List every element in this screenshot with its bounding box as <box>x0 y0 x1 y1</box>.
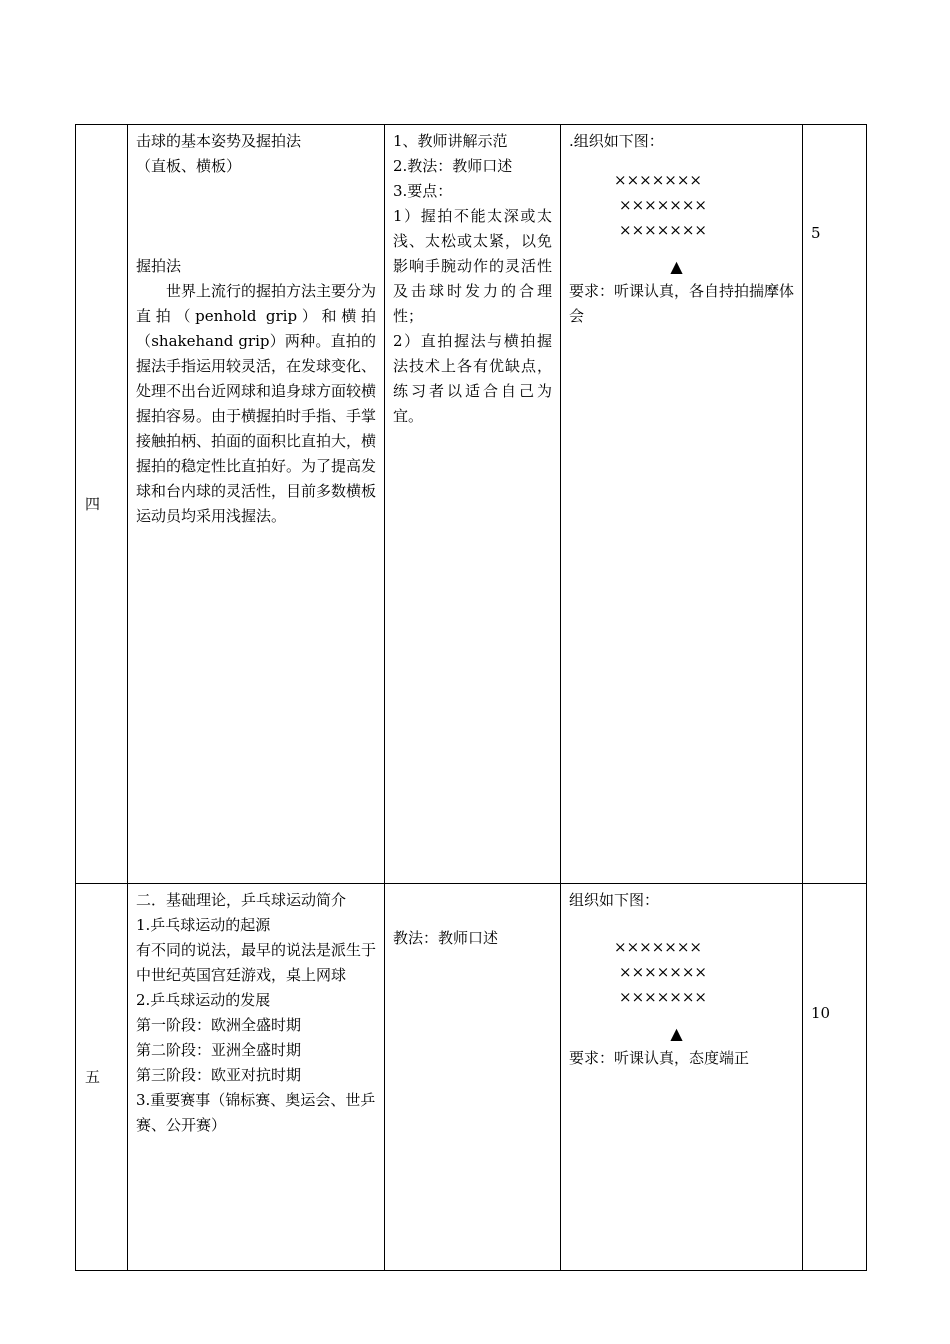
section-number: 四 <box>85 494 101 513</box>
content-line: 第二阶段：亚洲全盛时期 <box>136 1041 302 1059</box>
student-row: ××××××× <box>619 221 707 239</box>
content-line: 3.重要赛事（锦标赛、奥运会、世乒赛、公开赛） <box>136 1091 376 1134</box>
organization-requirement: 要求：听课认真，各自持拍揣摩体会 <box>569 282 795 325</box>
content-line: 有不同的说法，最早的说法是派生于中世纪英国宫廷游戏，桌上网球 <box>136 941 377 984</box>
section-number: 五 <box>85 1067 101 1086</box>
method-line-1: 教法：教师口述 <box>393 929 499 947</box>
content-line: 第三阶段：欧亚对抗时期 <box>136 1066 302 1084</box>
organization-heading: .组织如下图： <box>569 132 664 150</box>
organization-cell <box>561 125 803 884</box>
method-cell <box>385 884 561 1271</box>
minutes-cell <box>803 125 867 884</box>
table-row-5 <box>76 884 867 1271</box>
table-row-4 <box>76 125 867 884</box>
formation-diagram <box>569 913 794 1010</box>
content-cell <box>128 125 385 884</box>
minutes-value: 5 <box>811 224 821 242</box>
student-row: ××××××× <box>619 988 707 1006</box>
method-point-1: 1）握拍不能太深或太浅、太松或太紧，以免影响手腕动作的灵活性及击球时发力的合理性； <box>393 207 552 325</box>
minutes-value: 10 <box>811 1004 831 1022</box>
content-heading: 握拍法 <box>136 257 182 275</box>
content-line: 2.乒乓球运动的发展 <box>136 991 271 1009</box>
method-line-1: 1、教师讲解示范 <box>393 132 508 150</box>
minutes-cell <box>803 884 867 1271</box>
content-line: 1.乒乓球运动的起源 <box>136 916 271 934</box>
section-number-cell <box>76 125 128 884</box>
method-point-2: 2）直拍握法与横拍握法技术上各有优缺点，练习者以适合自己为宜。 <box>393 332 552 425</box>
method-cell <box>385 125 561 884</box>
method-line-3: 3.要点： <box>393 182 453 200</box>
student-row: ××××××× <box>619 963 707 981</box>
section-number-cell <box>76 884 128 1271</box>
teacher-triangle-icon: ▲ <box>670 257 683 276</box>
organization-requirement: 要求：听课认真，态度端正 <box>569 1049 750 1067</box>
organization-heading: 组织如下图： <box>569 891 660 909</box>
teacher-triangle-icon: ▲ <box>670 1024 683 1043</box>
content-line: 第一阶段：欧洲全盛时期 <box>136 1016 302 1034</box>
lesson-plan-table <box>75 124 867 1271</box>
student-row: ××××××× <box>614 171 702 189</box>
student-row: ××××××× <box>619 196 707 214</box>
content-line: 二．基础理论，乒乓球运动简介 <box>136 891 347 909</box>
content-paragraph: 世界上流行的握拍方法主要分为直拍（penhold grip）和横拍（shakehand grip）两种。直拍的握法手指运用较灵活，在发球变化、处理不出台近网球和追身球方面较横握拍容易。由于横握拍时手指、手掌接触拍柄、拍面的面积比直拍大，横握拍的稳定性比直拍好。为了提高发球和台内球的灵活性，目前多数横板运动员均采用浅握法。 <box>136 282 377 525</box>
formation-diagram <box>569 154 794 243</box>
student-row: ××××××× <box>614 938 702 956</box>
content-subtitle: （直板、横板） <box>136 157 242 175</box>
content-cell <box>128 884 385 1271</box>
content-title: 击球的基本姿势及握拍法 <box>136 132 302 150</box>
method-line-2: 2.教法：教师口述 <box>393 157 513 175</box>
organization-cell <box>561 884 803 1271</box>
